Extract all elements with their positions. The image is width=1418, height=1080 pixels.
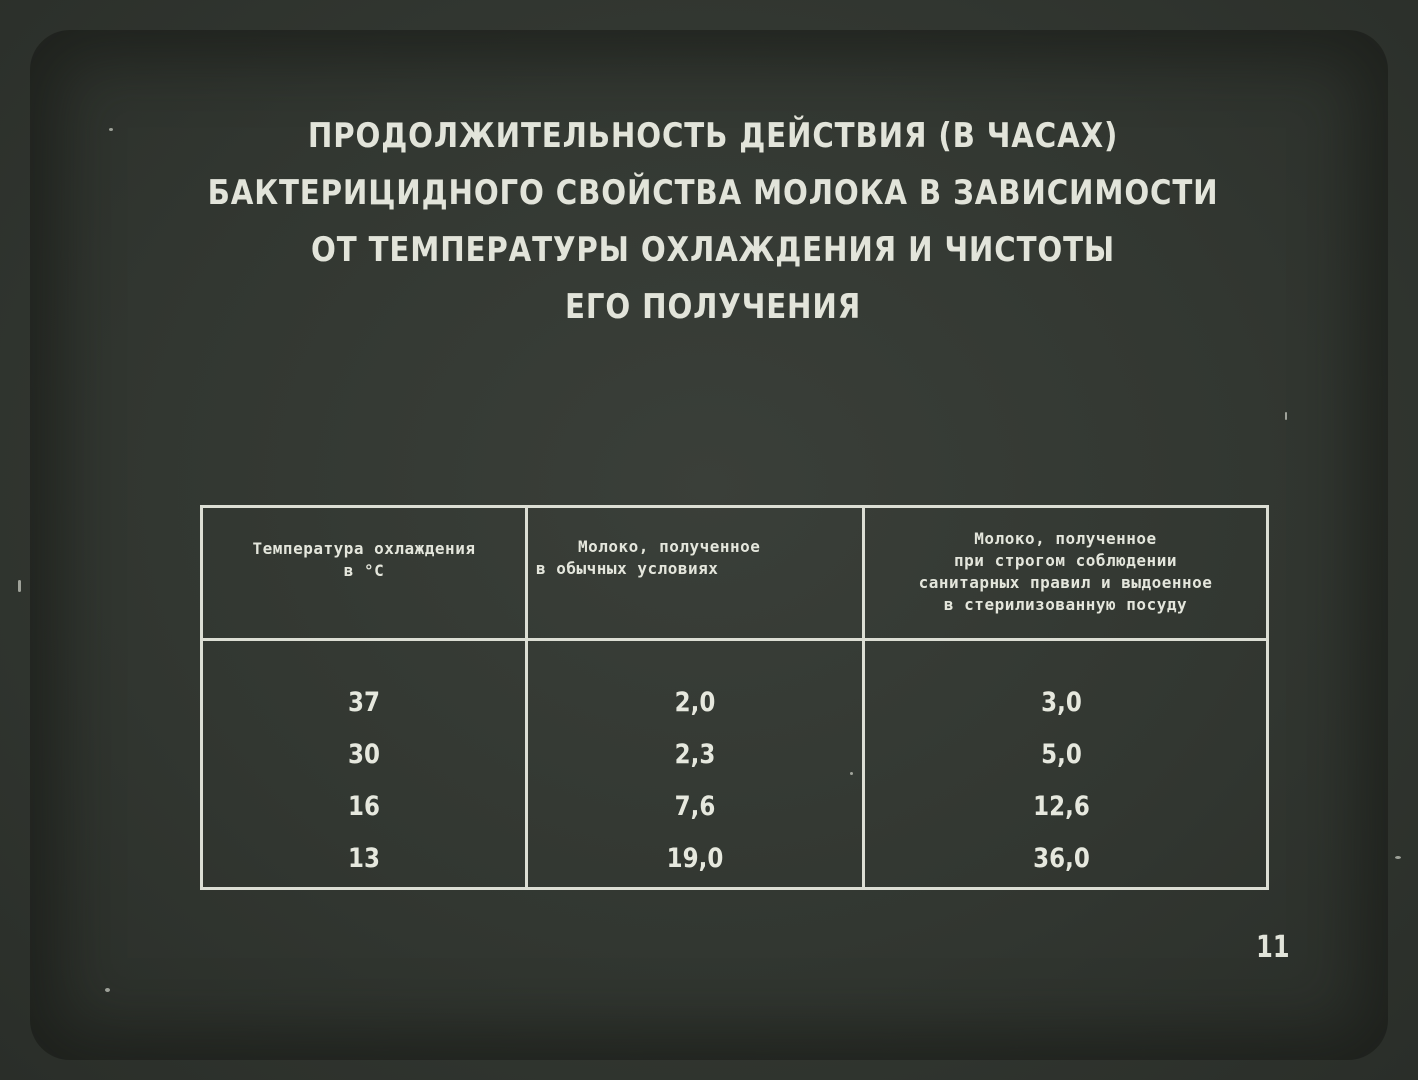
temp-value: 16 xyxy=(348,791,380,822)
ordinary-value: 2,0 xyxy=(674,687,716,718)
header-temperature-line-1: Температура охлаждения xyxy=(252,539,476,558)
table-body-row xyxy=(202,640,1268,889)
bactericidal-duration-table xyxy=(200,505,1269,890)
column-ordinary-values xyxy=(527,640,864,889)
column-sterile-values xyxy=(864,640,1268,889)
film-dust-speck xyxy=(109,128,113,131)
temp-value: 30 xyxy=(348,739,380,770)
film-dust-speck xyxy=(18,580,21,592)
temp-value: 13 xyxy=(348,843,380,874)
ordinary-value: 2,3 xyxy=(674,739,716,770)
header-sterile-line-4: в стерилизованную посуду xyxy=(943,595,1188,614)
header-temperature-line-2: в °С xyxy=(343,561,385,580)
slide-title xyxy=(103,108,1322,336)
film-dust-speck xyxy=(1285,412,1287,420)
column-temperature-values xyxy=(202,640,527,889)
ordinary-value: 19,0 xyxy=(666,843,724,874)
title-line-2: БАКТЕРИЦИДНОГО СВОЙСТВА МОЛОКА В ЗАВИСИМОСТИ xyxy=(207,173,1219,213)
sterile-value: 3,0 xyxy=(1041,687,1082,718)
film-dust-speck xyxy=(850,772,853,775)
header-sterile-line-3: санитарных правил и выдоенное xyxy=(918,573,1213,592)
sterile-value: 12,6 xyxy=(1033,791,1090,822)
sterile-value: 36,0 xyxy=(1033,843,1090,874)
header-sterile-line-1: Молоко, полученное xyxy=(974,529,1157,548)
title-line-4: ЕГО ПОЛУЧЕНИЯ xyxy=(565,287,862,327)
page-number: 11 xyxy=(1256,930,1290,965)
header-ordinary-milk xyxy=(527,507,864,640)
header-sterile-milk xyxy=(864,507,1268,640)
header-ordinary-line-1: Молоко, полученное xyxy=(578,537,761,556)
title-line-1: ПРОДОЛЖИТЕЛЬНОСТЬ ДЕЙСТВИЯ (В ЧАСАХ) xyxy=(307,116,1119,156)
table-header-row xyxy=(202,507,1268,640)
sterile-value: 5,0 xyxy=(1041,739,1082,770)
film-dust-speck xyxy=(105,988,110,992)
title-line-3: ОТ ТЕМПЕРАТУРЫ ОХЛАЖДЕНИЯ И ЧИСТОТЫ xyxy=(311,230,1116,270)
header-ordinary-line-2: в обычных условиях xyxy=(536,559,719,578)
ordinary-value: 7,6 xyxy=(674,791,716,822)
header-temperature xyxy=(202,507,527,640)
header-sterile-line-2: при строгом соблюдении xyxy=(954,551,1177,570)
data-table-container xyxy=(200,505,1266,890)
temp-value: 37 xyxy=(348,687,380,718)
film-dust-speck xyxy=(1395,856,1401,859)
